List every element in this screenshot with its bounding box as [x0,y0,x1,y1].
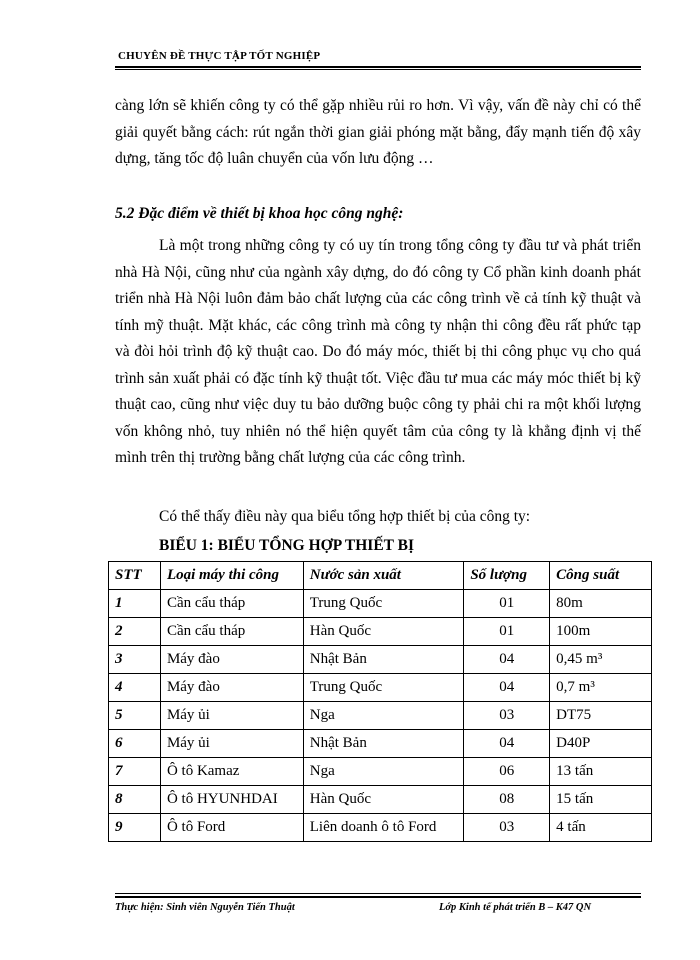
paragraph-continuation: càng lớn sẽ khiến công ty có thể gặp nhiều rủi ro hơn. Vì vậy, vấn đề này chỉ có thể giải quyết bằng cách: rút ngắn thời gian giải phóng mặt bằng, đẩy mạnh tiến độ xây dựng, tăng tốc độ luân chuyển của vốn lưu động … [115,97,641,167]
cell-stt: 4 [109,674,161,702]
cell-capacity: 0,45 m³ [550,646,652,674]
cell-stt: 6 [109,730,161,758]
cell-quantity: 08 [464,786,550,814]
cell-machine-type: Ô tô Kamaz [160,758,303,786]
cell-quantity: 03 [464,814,550,842]
cell-machine-type: Máy đào [160,674,303,702]
cell-machine-type: Cần cẩu tháp [160,618,303,646]
cell-stt: 1 [109,590,161,618]
cell-stt: 2 [109,618,161,646]
cell-stt: 7 [109,758,161,786]
cell-capacity: DT75 [550,702,652,730]
cell-machine-type: Máy ủi [160,730,303,758]
cell-quantity: 01 [464,618,550,646]
cell-country: Trung Quốc [303,590,464,618]
table-row [109,618,652,646]
table-row [109,646,652,674]
header-capacity: Công suất [550,562,652,590]
cell-machine-type: Máy ủi [160,702,303,730]
table-row [109,758,652,786]
cell-country: Nga [303,758,464,786]
cell-quantity: 01 [464,590,550,618]
cell-country: Trung Quốc [303,674,464,702]
table-row [109,702,652,730]
cell-stt: 3 [109,646,161,674]
cell-stt: 9 [109,814,161,842]
cell-capacity: 80m [550,590,652,618]
equipment-table [108,561,652,842]
footer-rule-thin [115,893,641,894]
table-title: BIỂU 1: BIỂU TỔNG HỢP THIẾT BỊ [159,537,414,554]
cell-quantity: 03 [464,702,550,730]
paragraph-table-intro: Có thể thấy điều này qua biểu tổng hợp thiết bị của công ty: [159,508,531,525]
footer-class: Lớp Kinh tế phát triển B – K47 QN [439,902,592,913]
cell-country: Liên doanh ô tô Ford [303,814,464,842]
page-header-title: CHUYÊN ĐỀ THỰC TẬP TỐT NGHIỆP [118,50,321,62]
cell-quantity: 04 [464,674,550,702]
table-row [109,730,652,758]
cell-stt: 5 [109,702,161,730]
cell-capacity: 4 tấn [550,814,652,842]
cell-machine-type: Cần cẩu tháp [160,590,303,618]
header-stt: STT [109,562,161,590]
cell-capacity: D40P [550,730,652,758]
footer-author: Thực hiện: Sinh viên Nguyễn Tiến Thuật [115,902,295,913]
cell-capacity: 0,7 m³ [550,674,652,702]
cell-country: Nhật Bản [303,730,464,758]
cell-quantity: 06 [464,758,550,786]
table-header-row [109,562,652,590]
cell-machine-type: Ô tô HYUNHDAI [160,786,303,814]
cell-capacity: 13 tấn [550,758,652,786]
cell-capacity: 15 tấn [550,786,652,814]
paragraph-equipment-description: Là một trong những công ty có uy tín trong tổng công ty đầu tư và phát triển nhà Hà Nội, cũng như của ngành xây dựng, do đó công ty Cổ phần kinh doanh phát triển nhà Hà Nội luôn đảm bảo chất lượng của các công trình về cả tính kỹ thuật và tính mỹ thuật. Mặt khác, các công trình mà công ty nhận thi công đều rất phức tạp và đòi hỏi trình độ kỹ thuật cao. Do đó máy móc, thiết bị thi công phục vụ cho quá trình sản xuất phải có đặc tính kỹ thuật tốt. Việc đầu tư mua các máy móc thiết bị kỹ thuật cao, cũng như việc duy tu bảo dưỡng buộc công ty phải chi ra một khối lượng vốn không nhỏ, tuy nhiên nó thể hiện quyết tâm của công ty là khẳng định vị thế mình trên thị trường bằng chất lượng của các công trình. [115,237,641,466]
cell-capacity: 100m [550,618,652,646]
cell-machine-type: Ô tô Ford [160,814,303,842]
header-quantity: Số lượng [464,562,550,590]
table-row [109,814,652,842]
section-heading: 5.2 Đặc điểm về thiết bị khoa học công nghệ: [115,205,404,222]
header-country: Nước sản xuất [303,562,464,590]
header-machine-type: Loại máy thi công [160,562,303,590]
cell-quantity: 04 [464,730,550,758]
table-row [109,786,652,814]
table-row [109,674,652,702]
footer-rule-thick [115,896,641,898]
header-rule-thin [115,69,641,70]
cell-stt: 8 [109,786,161,814]
cell-machine-type: Máy đào [160,646,303,674]
header-rule-thick [115,66,641,68]
cell-country: Nga [303,702,464,730]
cell-country: Hàn Quốc [303,786,464,814]
table-row [109,590,652,618]
cell-country: Nhật Bản [303,646,464,674]
cell-country: Hàn Quốc [303,618,464,646]
cell-quantity: 04 [464,646,550,674]
